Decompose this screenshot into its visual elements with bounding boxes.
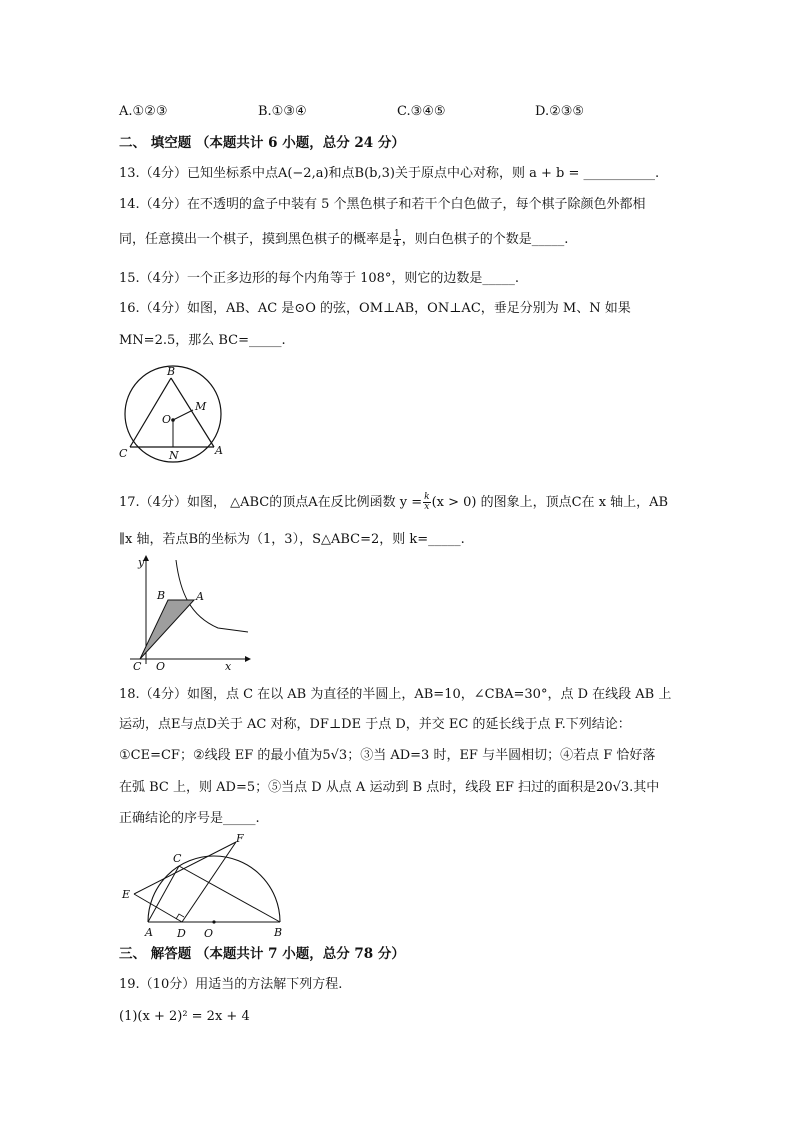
label-o: O — [162, 413, 172, 426]
question-16-line2: MN=2.5，那么 BC=_____. — [119, 333, 286, 348]
label-a: A — [215, 444, 223, 457]
label-c: C — [119, 447, 128, 460]
question-17-line1 — [119, 493, 668, 512]
fraction-denominator: 4 — [394, 239, 400, 249]
fraction-numerator: 1 — [394, 229, 400, 239]
section-heading-solve: 三、 解答题 （本题共计 7 小题，总分 78 分） — [119, 946, 405, 962]
question-19-line1: 19.（10分）用适当的方法解下列方程. — [119, 977, 343, 992]
center-point-o — [171, 418, 175, 422]
segment-ed — [134, 894, 182, 922]
label-a: A — [145, 926, 153, 939]
option-a: A.①②③ — [119, 104, 168, 119]
label-m: M — [195, 400, 207, 413]
label-e: E — [122, 888, 131, 901]
segment-df — [182, 842, 236, 922]
segment-cb — [179, 866, 280, 922]
label-o: O — [204, 927, 214, 940]
right-angle-mark — [176, 914, 184, 919]
hyperbola-curve — [176, 560, 248, 632]
question-14-line2-pre: 同，任意摸出一个棋子，摸到黑色棋子的概率是 — [119, 232, 393, 247]
option-d: D.②③⑤ — [535, 104, 585, 119]
label-x: x — [225, 660, 232, 672]
question-17-line1-pre: 17.（4分）如图， △ABC的顶点A在反比例函数 y = — [119, 495, 423, 510]
question-13: 13.（4分）已知坐标系中点A(−2,a)和点B(b,3)关于原点中心对称，则 a + b = ___________. — [119, 166, 660, 181]
label-y: y — [138, 556, 145, 569]
question-16-line1: 16.（4分）如图，AB、AC 是⊙O 的弦，OM⊥AB，ON⊥AC，垂足分别为 M、N 如果 — [119, 301, 631, 316]
question-14-line2 — [119, 230, 568, 249]
label-c: C — [133, 660, 142, 672]
question-17-line1-post: (x > 0) 的图象上，顶点C在 x 轴上，AB — [431, 495, 669, 510]
question-18-line4: 在弧 BC 上，则 AD=5；⑤当点 D 从点 A 运动到 B 点时，线段 EF 扫过的面积是20√3.其中 — [119, 780, 660, 795]
probability-fraction — [393, 230, 401, 249]
label-d: D — [177, 927, 186, 940]
segment-ef — [134, 842, 236, 894]
k-over-x-fraction — [423, 493, 430, 512]
question-14-line1: 14.（4分）在不透明的盒子中装有 5 个黑色棋子和若干个白色做子，每个棋子除颜色外都相 — [119, 197, 646, 212]
label-b: B — [274, 926, 283, 939]
label-c: C — [173, 852, 182, 865]
segment-ac — [148, 866, 179, 922]
segment-om — [173, 410, 193, 420]
q16-circle-figure — [116, 364, 228, 464]
center-point-o — [212, 920, 215, 923]
q18-semicircle-figure — [118, 828, 290, 940]
label-b: B — [167, 365, 176, 378]
label-f: F — [236, 832, 244, 845]
semicircle-arc — [148, 856, 280, 922]
label-a: A — [196, 590, 204, 603]
option-b: B.①③④ — [258, 104, 307, 119]
q17-hyperbola-figure — [128, 552, 258, 672]
question-15: 15.（4分）一个正多边形的每个内角等于 108°，则它的边数是_____. — [119, 271, 520, 286]
segment-ba — [171, 378, 214, 447]
question-18-line1: 18.（4分）如图，点 C 在以 AB 为直径的半圆上，AB=10，∠CBA=30°，点 D 在线段 AB 上 — [119, 687, 672, 702]
fraction-denominator: x — [424, 502, 430, 512]
option-c: C.③④⑤ — [397, 104, 446, 119]
question-18-line3: ①CE=CF；②线段 EF 的最小值为5√3；③当 AD=3 时，EF 与半圆相切；④若点 F 恰好落 — [119, 748, 656, 763]
question-19-equation: (1)(x + 2)² = 2x + 4 — [119, 1009, 250, 1024]
label-b: B — [157, 589, 166, 602]
question-18-line5: 正确结论的序号是_____. — [119, 811, 260, 826]
section-heading-fill-in: 二、 填空题 （本题共计 6 小题，总分 24 分） — [119, 135, 405, 151]
question-17-line2: ∥x 轴，若点B的坐标为（1，3），S△ABC=2，则 k=_____. — [119, 532, 465, 547]
fraction-numerator: k — [424, 492, 430, 502]
label-n: N — [169, 449, 179, 462]
question-14-line2-post: ，则白色棋子的个数是_____. — [401, 232, 569, 247]
triangle-abc — [140, 600, 194, 659]
label-o: O — [156, 660, 166, 672]
question-18-line2: 运动，点E与点D关于 AC 对称，DF⊥DE 于点 D，并交 EC 的延长线于点 F.下列结论： — [119, 717, 631, 732]
